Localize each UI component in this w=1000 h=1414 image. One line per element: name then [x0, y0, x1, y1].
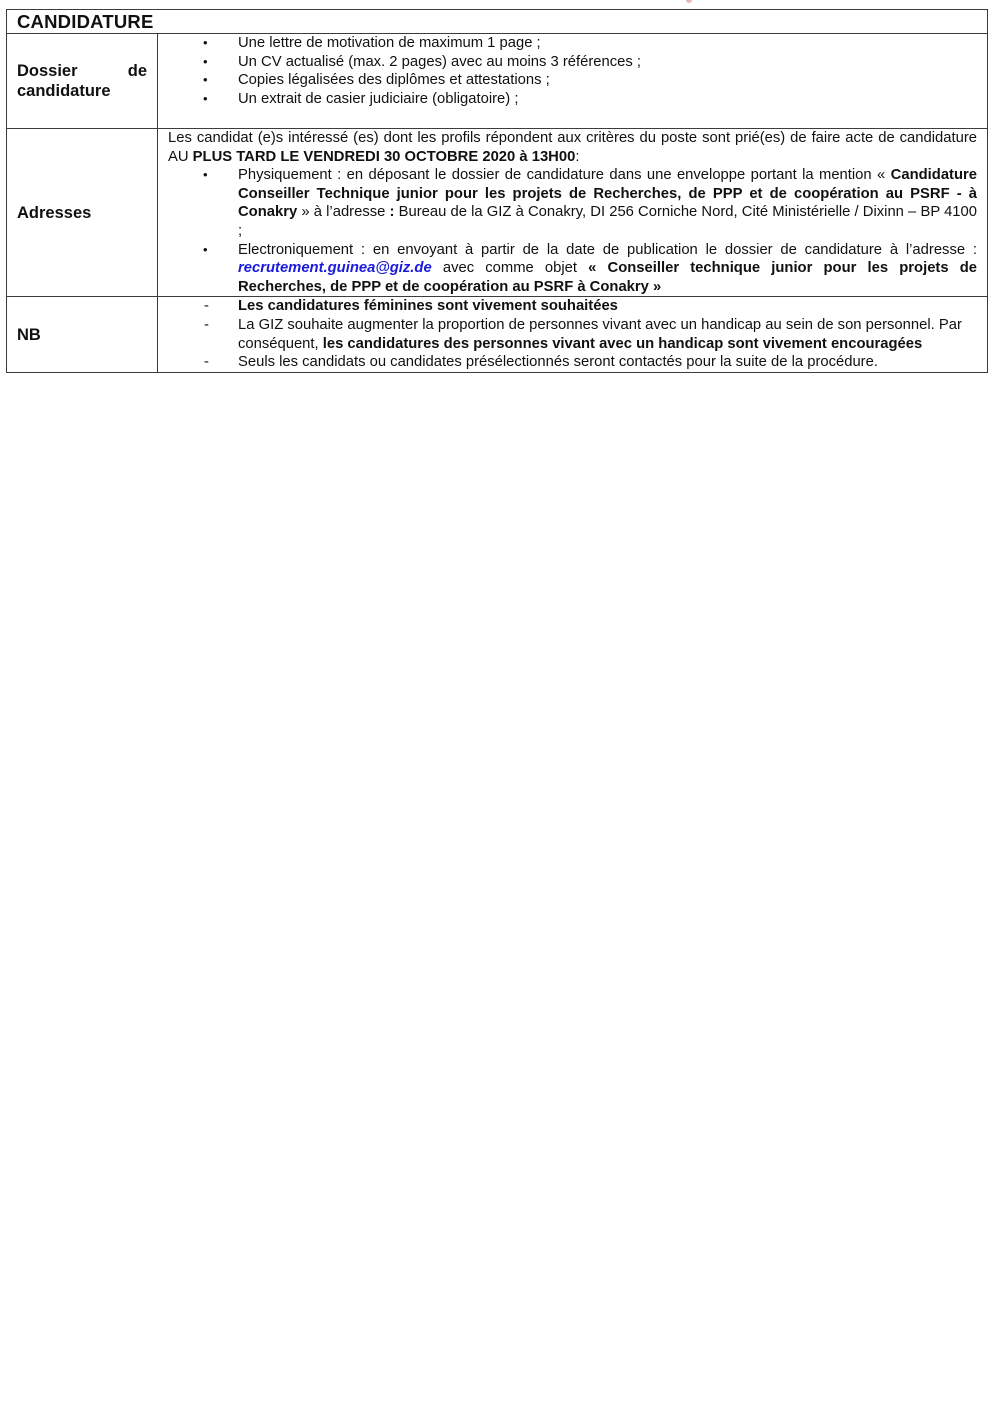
adresses-intro: Les candidat (e)s intéressé (es) dont les profils répondent aux critères du poste sont prié(es) de faire acte de candidature AU PLUS TARD LE VENDREDI 30 OCTOBRE 2020 à 13H00: [168, 130, 977, 165]
row-nb [7, 297, 988, 373]
dash-icon: - [204, 316, 209, 333]
email-link[interactable]: recrutement.guinea@giz.de [238, 260, 432, 277]
dash-icon: - [204, 298, 209, 315]
label-line-1: Dossier de [17, 62, 147, 80]
bullet-icon: • [203, 35, 208, 50]
nb-list [168, 297, 977, 371]
section-title: CANDIDATURE [7, 10, 988, 34]
bullet-icon: • [203, 90, 208, 106]
list-item: • Une lettre de motivation de maximum 1 page ; [203, 35, 541, 51]
scan-mark [686, 0, 692, 3]
envelope-mention: Candidature Conseiller Technique junior pour les projets de Recherches, de PPP et de coopération au PSRF - à Conakry [238, 167, 977, 221]
list-item: - Seuls les candidats ou candidates présélectionnés seront contactés pour la suite de la procédure. [204, 354, 878, 371]
email-subject: « Conseiller technique junior pour les projets de Recherches, de PPP et de coopération au PSRF à Conakry » [238, 260, 978, 295]
list-item: • Un extrait de casier judiciaire (obligatoire) ; [203, 90, 519, 107]
candidature-table [6, 9, 988, 373]
adresses-content [158, 129, 988, 297]
list-item-physical: • Physiquement : en déposant le dossier de candidature dans une enveloppe portant la mention « Candidature Conseiller Technique junior pour les projets de Recherches, de PPP et de coopération au PSRF - à Conakry » à l’adresse : Bureau de la GIZ à Conakry, DI 256 Corniche Nord, Cité Ministérielle / Dixinn – BP 4100 ; [203, 167, 977, 239]
office-address: Bureau de la GIZ à Conakry, DI 256 Corniche Nord, Cité Ministérielle / Dixinn – BP 4100 ; [238, 204, 977, 239]
dossier-content [158, 34, 988, 129]
row-label-dossier [7, 34, 158, 129]
row-label-nb: NB [7, 297, 158, 373]
dash-icon: - [204, 354, 209, 371]
row-label-adresses: Adresses [7, 129, 158, 297]
list-item: • Un CV actualisé (max. 2 pages) avec au moins 3 références ; [203, 53, 641, 70]
bullet-icon: • [203, 241, 208, 257]
bullet-icon: • [203, 167, 208, 183]
bullet-icon: • [203, 72, 208, 88]
label-line-2: candidature [17, 82, 111, 100]
dossier-list [168, 34, 977, 108]
list-item: • Copies légalisées des diplômes et attestations ; [203, 72, 550, 89]
row-dossier [7, 34, 988, 129]
submission-methods [168, 166, 977, 296]
list-item: - La GIZ souhaite augmenter la proportion de personnes vivant avec un handicap au sein de son personnel. Par conséquent, les candidatures des personnes vivant avec un handicap sont vivement encouragées [204, 316, 962, 352]
list-item-electronic: • Electroniquement : en envoyant à partir de la date de publication le dossier de candidature à l’adresse : recrutement.guinea@giz.de avec comme objet « Conseiller technique junior pour les projets de Recherches, de PPP et de coopération au PSRF à Conakry » [203, 241, 978, 295]
nb-content [158, 297, 988, 373]
bullet-icon: • [203, 53, 208, 69]
deadline: PLUS TARD LE VENDREDI 30 OCTOBRE 2020 à 13H00 [192, 148, 576, 165]
list-item: - Les candidatures féminines sont vivement souhaitées [204, 298, 618, 315]
row-adresses [7, 129, 988, 297]
header-row [7, 10, 988, 34]
